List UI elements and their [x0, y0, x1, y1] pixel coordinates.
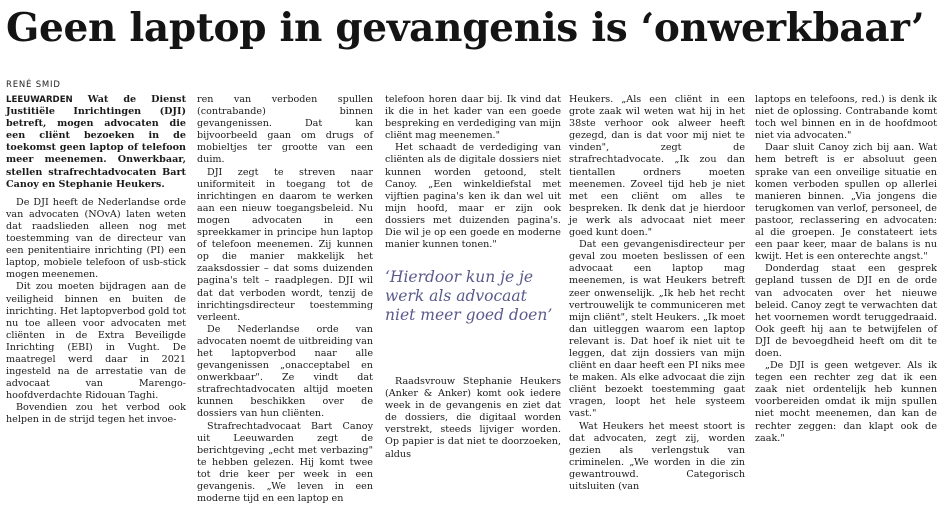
column-5: [755, 94, 937, 462]
body-paragraph: Strafrechtadvocaat Bart Canoy uit Leeuwarden zegt de berichtgeving „echt met verbazing" te hebben gelezen. Hij komt twee tot drie keer per week in een gevangenis. „We leven in een moderne tijd en een laptop en: [197, 420, 373, 505]
body-paragraph: Wat Heukers het meest stoort is dat advocaten, zegt zij, worden gezien als verlengstuk van criminelen. „We worden in die zin gewantrouwd. Categorisch uitsluiten (van: [569, 420, 745, 492]
body-paragraph: laptops en telefoons, red.) is denk ik niet de oplossing. Contrabande komt toch wel binnen en in de hoofdmoot niet via advocaten.": [755, 94, 937, 142]
column-1: [6, 94, 186, 462]
byline: RENÉ SMID: [6, 80, 61, 90]
body-paragraph: telefoon horen daar bij. Ik vind dat ik die in het kader van een goede bespreking en verdediging van mijn cliënt mag meenemen.": [385, 94, 561, 142]
body-paragraph: De Nederlandse orde van advocaten noemt de uitbreiding van het laptopverbod naar alle gevangenissen „onacceptabel en onwerkbaar". Ze vindt dat strafrechtadvocaten altijd moeten kunnen beschikken over de dossiers van hun cliënten.: [197, 323, 373, 420]
lead-text: Wat de Dienst Justitiële Inrichtingen (DJI) betreft, mogen advocaten die een cliënt bezoeken in de toekomst geen laptop of telefoon meer meenemen. Onwerkbaar, stellen strafrechtadvocaten Bart Canoy en Stephanie Heukers.: [6, 94, 186, 190]
body-paragraph: Bovendien zou het verbod ook helpen in de strijd tegen het invoe-: [6, 402, 186, 426]
headline: Geen laptop in gevangenis is ‘onwerkbaar’: [6, 5, 925, 51]
body-paragraph: De DJI heeft de Nederlandse orde van advocaten (NOvA) laten weten dat raadslieden alleen nog met toestemming van de directeur van een penitentiaire inrichting (PI) een laptop, mobiele telefoon of usb-stick mogen meenemen.: [6, 196, 186, 281]
body-paragraph: Dit zou moeten bijdragen aan de veiligheid binnen en buiten de inrichting. Het laptopverbod gold tot nu toe alleen voor advocaten met cliënten in de Extra Beveiligde Inrichting (EBI) in Vught. De maatregel werd daar in 2021 ingesteld na de arrestatie van de advocaat van Marengo-hoofdverdachte Ridouan Taghi.: [6, 281, 186, 402]
body-paragraph: Daar sluit Canoy zich bij aan. Wat hem betreft is er absoluut geen sprake van een onveilige situatie en komen verboden spullen op allerlei manieren binnen. „Via jongens die terugkomen van verlof, personeel, de pastoor, reclassering en advocaten: al die groepen. Je constateert iets een paar keer, maar de balans is nu kwijt. Het is een onterechte angst.": [755, 142, 937, 263]
body-paragraph: ren van verboden spullen (contrabande) binnen gevangenissen. Dat kan bijvoorbeeld gaan om drugs of mobieltjes ter grootte van een duim.: [197, 94, 373, 166]
body-paragraph: Raadsvrouw Stephanie Heukers (Anker & Anker) komt ook iedere week in de gevangenis en ziet dat de dossiers, die digitaal worden verstrekt, steeds lijviger worden. Op papier is dat niet te doorzoeken, aldus: [385, 376, 561, 460]
body-paragraph: DJI zegt te streven naar uniformiteit in toegang tot de inrichtingen en daarom te werken aan een nieuw toegangsbeleid. Nu mogen advocaten in een spreekkamer in principe hun laptop of telefoon meenemen. Zij kunnen op die manier makkelijk het zaaksdossier – dat soms duizenden pagina's telt – raadplegen. DJI wil dat dat verboden wordt, tenzij de inrichtingsdirecteur toestemming verleent.: [197, 166, 373, 323]
column-3-continued: [385, 376, 561, 462]
body-paragraph: Dat een gevangenisdirecteur per geval zou moeten beslissen of een advocaat een laptop mag meenemen, is wat Heukers betreft zeer onwenselijk. „Ik heb het recht vertrouwelijk te communiceren met mijn cliënt", stelt Heukers. „Ik moet dan uitleggen waarom een laptop relevant is. Dat hoef ik niet uit te leggen, dat zijn dossiers van mijn cliënt en daar heeft een PI niks mee te maken. Als elke advocaat die zijn cliënt bezoekt toestemming gaat vragen, loopt het hele systeem vast.": [569, 239, 745, 420]
column-3: [385, 94, 561, 264]
lead-paragraph: [6, 94, 186, 191]
body-paragraph: Heukers. „Als een cliënt in een grote zaak wil weten wat hij in het 38ste verhoor ook alweer heeft gezegd, dan is dat voor mij niet te vinden", zegt de strafrechtadvocate. „Ik zou dan tientallen ordners moeten meenemen. Zoveel tijd heb je niet met een cliënt om alles te bespreken. Ik denk dat je hierdoor je werk als advocaat niet meer goed kunt doen.": [569, 94, 745, 239]
body-paragraph: Het schaadt de verdediging van cliënten als de digitale dossiers niet kunnen worden getoond, stelt Canoy. „Een winkeldiefstal met vijftien pagina's ken ik dan wel uit mijn hoofd, maar er zijn ook dossiers met duizenden pagina's. Die wil je op een goede en moderne manier kunnen tonen.": [385, 142, 561, 251]
column-2: [197, 94, 373, 505]
body-paragraph: Donderdag staat een gesprek gepland tussen de DJI en de orde van advocaten over het nieuwe beleid. Canoy zegt te verwachten dat het voornemen wordt teruggedraaid. Ook geeft hij aan te betwijfelen of DJI de bevoegdheid heeft om dit te doen.: [755, 263, 937, 359]
dateline: LEEUWARDEN: [6, 95, 73, 105]
pull-quote: ‘Hierdoor kun je je werk als advocaat niet meer goed doen’: [385, 268, 553, 324]
body-paragraph: „De DJI is geen wetgever. Als ik tegen een rechter zeg dat ik een zaak niet ordentelijk heb kunnen voorbereiden omdat ik mijn spullen niet mocht meenemen, dan kan de rechter zeggen: dan klapt ook de zaak.": [755, 360, 937, 444]
column-4: [569, 94, 745, 492]
